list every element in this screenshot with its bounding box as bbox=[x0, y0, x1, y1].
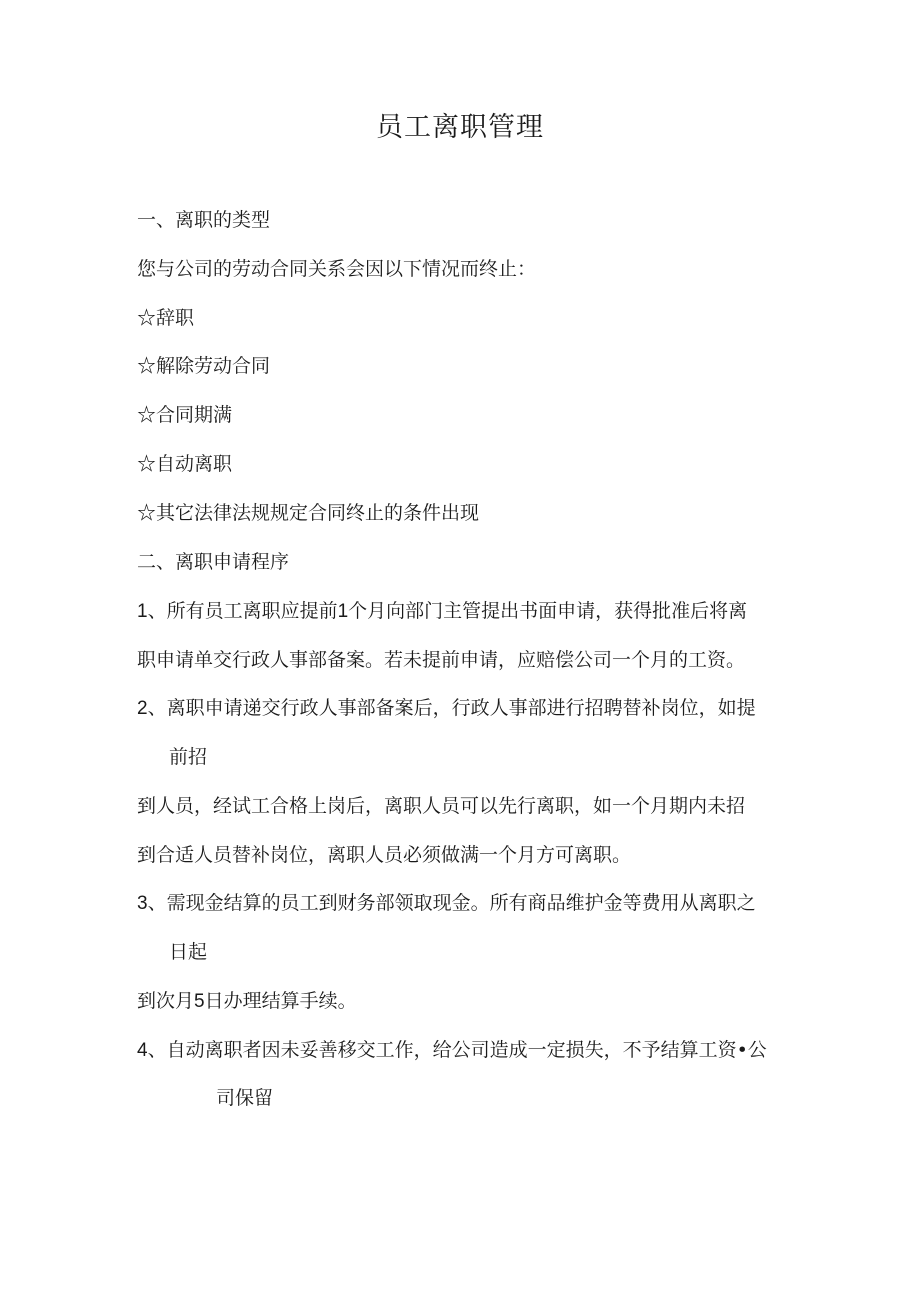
section-heading-types: 一、离职的类型 bbox=[137, 209, 271, 231]
paragraph-2-line-1 bbox=[137, 695, 756, 722]
paragraph-number: 1 bbox=[137, 601, 148, 622]
inline-number: 1 bbox=[337, 601, 349, 622]
paragraph-text: 、所有员工离职应提前 bbox=[147, 600, 338, 622]
paragraph-number: 2 bbox=[137, 698, 148, 719]
paragraph-4-line-1 bbox=[137, 1037, 767, 1064]
section-intro: 您与公司的劳动合同关系会因以下情况而终止： bbox=[137, 258, 537, 280]
list-item: ☆合同期满 bbox=[137, 404, 233, 426]
paragraph-4-line-2: 司保留 bbox=[216, 1087, 274, 1109]
paragraph-2-line-4: 到合适人员替补岗位，离职人员必须做满一个月方可离职。 bbox=[137, 844, 632, 866]
list-item: ☆其它法律法规规定合同终止的条件出现 bbox=[137, 502, 480, 524]
list-item: ☆辞职 bbox=[137, 307, 195, 329]
document-title: 员工离职管理 bbox=[376, 112, 544, 143]
paragraph-3-line-1 bbox=[137, 890, 756, 917]
paragraph-text: 、离职申请递交行政人事部备案后，行政人事部进行招聘替补岗位，如提 bbox=[147, 697, 756, 719]
paragraph-text: 到次月 bbox=[137, 990, 195, 1012]
paragraph-3-line-3 bbox=[137, 988, 357, 1015]
paragraph-number: 3 bbox=[137, 893, 148, 914]
list-item: ☆解除劳动合同 bbox=[137, 355, 271, 377]
paragraph-1-line-1 bbox=[137, 598, 747, 625]
paragraph-text: 日办理结算手续。 bbox=[204, 990, 357, 1012]
paragraph-1-line-2: 职申请单交行政人事部备案。若未提前申请，应赔偿公司一个月的工资。 bbox=[137, 649, 746, 671]
paragraph-2-line-2: 前招 bbox=[169, 746, 208, 768]
paragraph-text: 、自动离职者因未妥善移交工作，给公司造成一定损失，不予结算工资•公 bbox=[147, 1039, 767, 1061]
inline-number: 5 bbox=[194, 991, 205, 1012]
paragraph-2-line-3: 到人员，经试工合格上岗后，离职人员可以先行离职，如一个月期内未招 bbox=[137, 795, 746, 817]
paragraph-number: 4 bbox=[137, 1040, 148, 1061]
section-heading-procedure: 二、离职申请程序 bbox=[137, 551, 290, 573]
paragraph-text: 个月向部门主管提出书面申请，获得批准后将离 bbox=[348, 600, 748, 622]
paragraph-3-line-2: 日起 bbox=[169, 941, 208, 963]
paragraph-text: 、需现金结算的员工到财务部领取现金。所有商品维护金等费用从离职之 bbox=[147, 892, 756, 914]
list-item: ☆自动离职 bbox=[137, 453, 233, 475]
